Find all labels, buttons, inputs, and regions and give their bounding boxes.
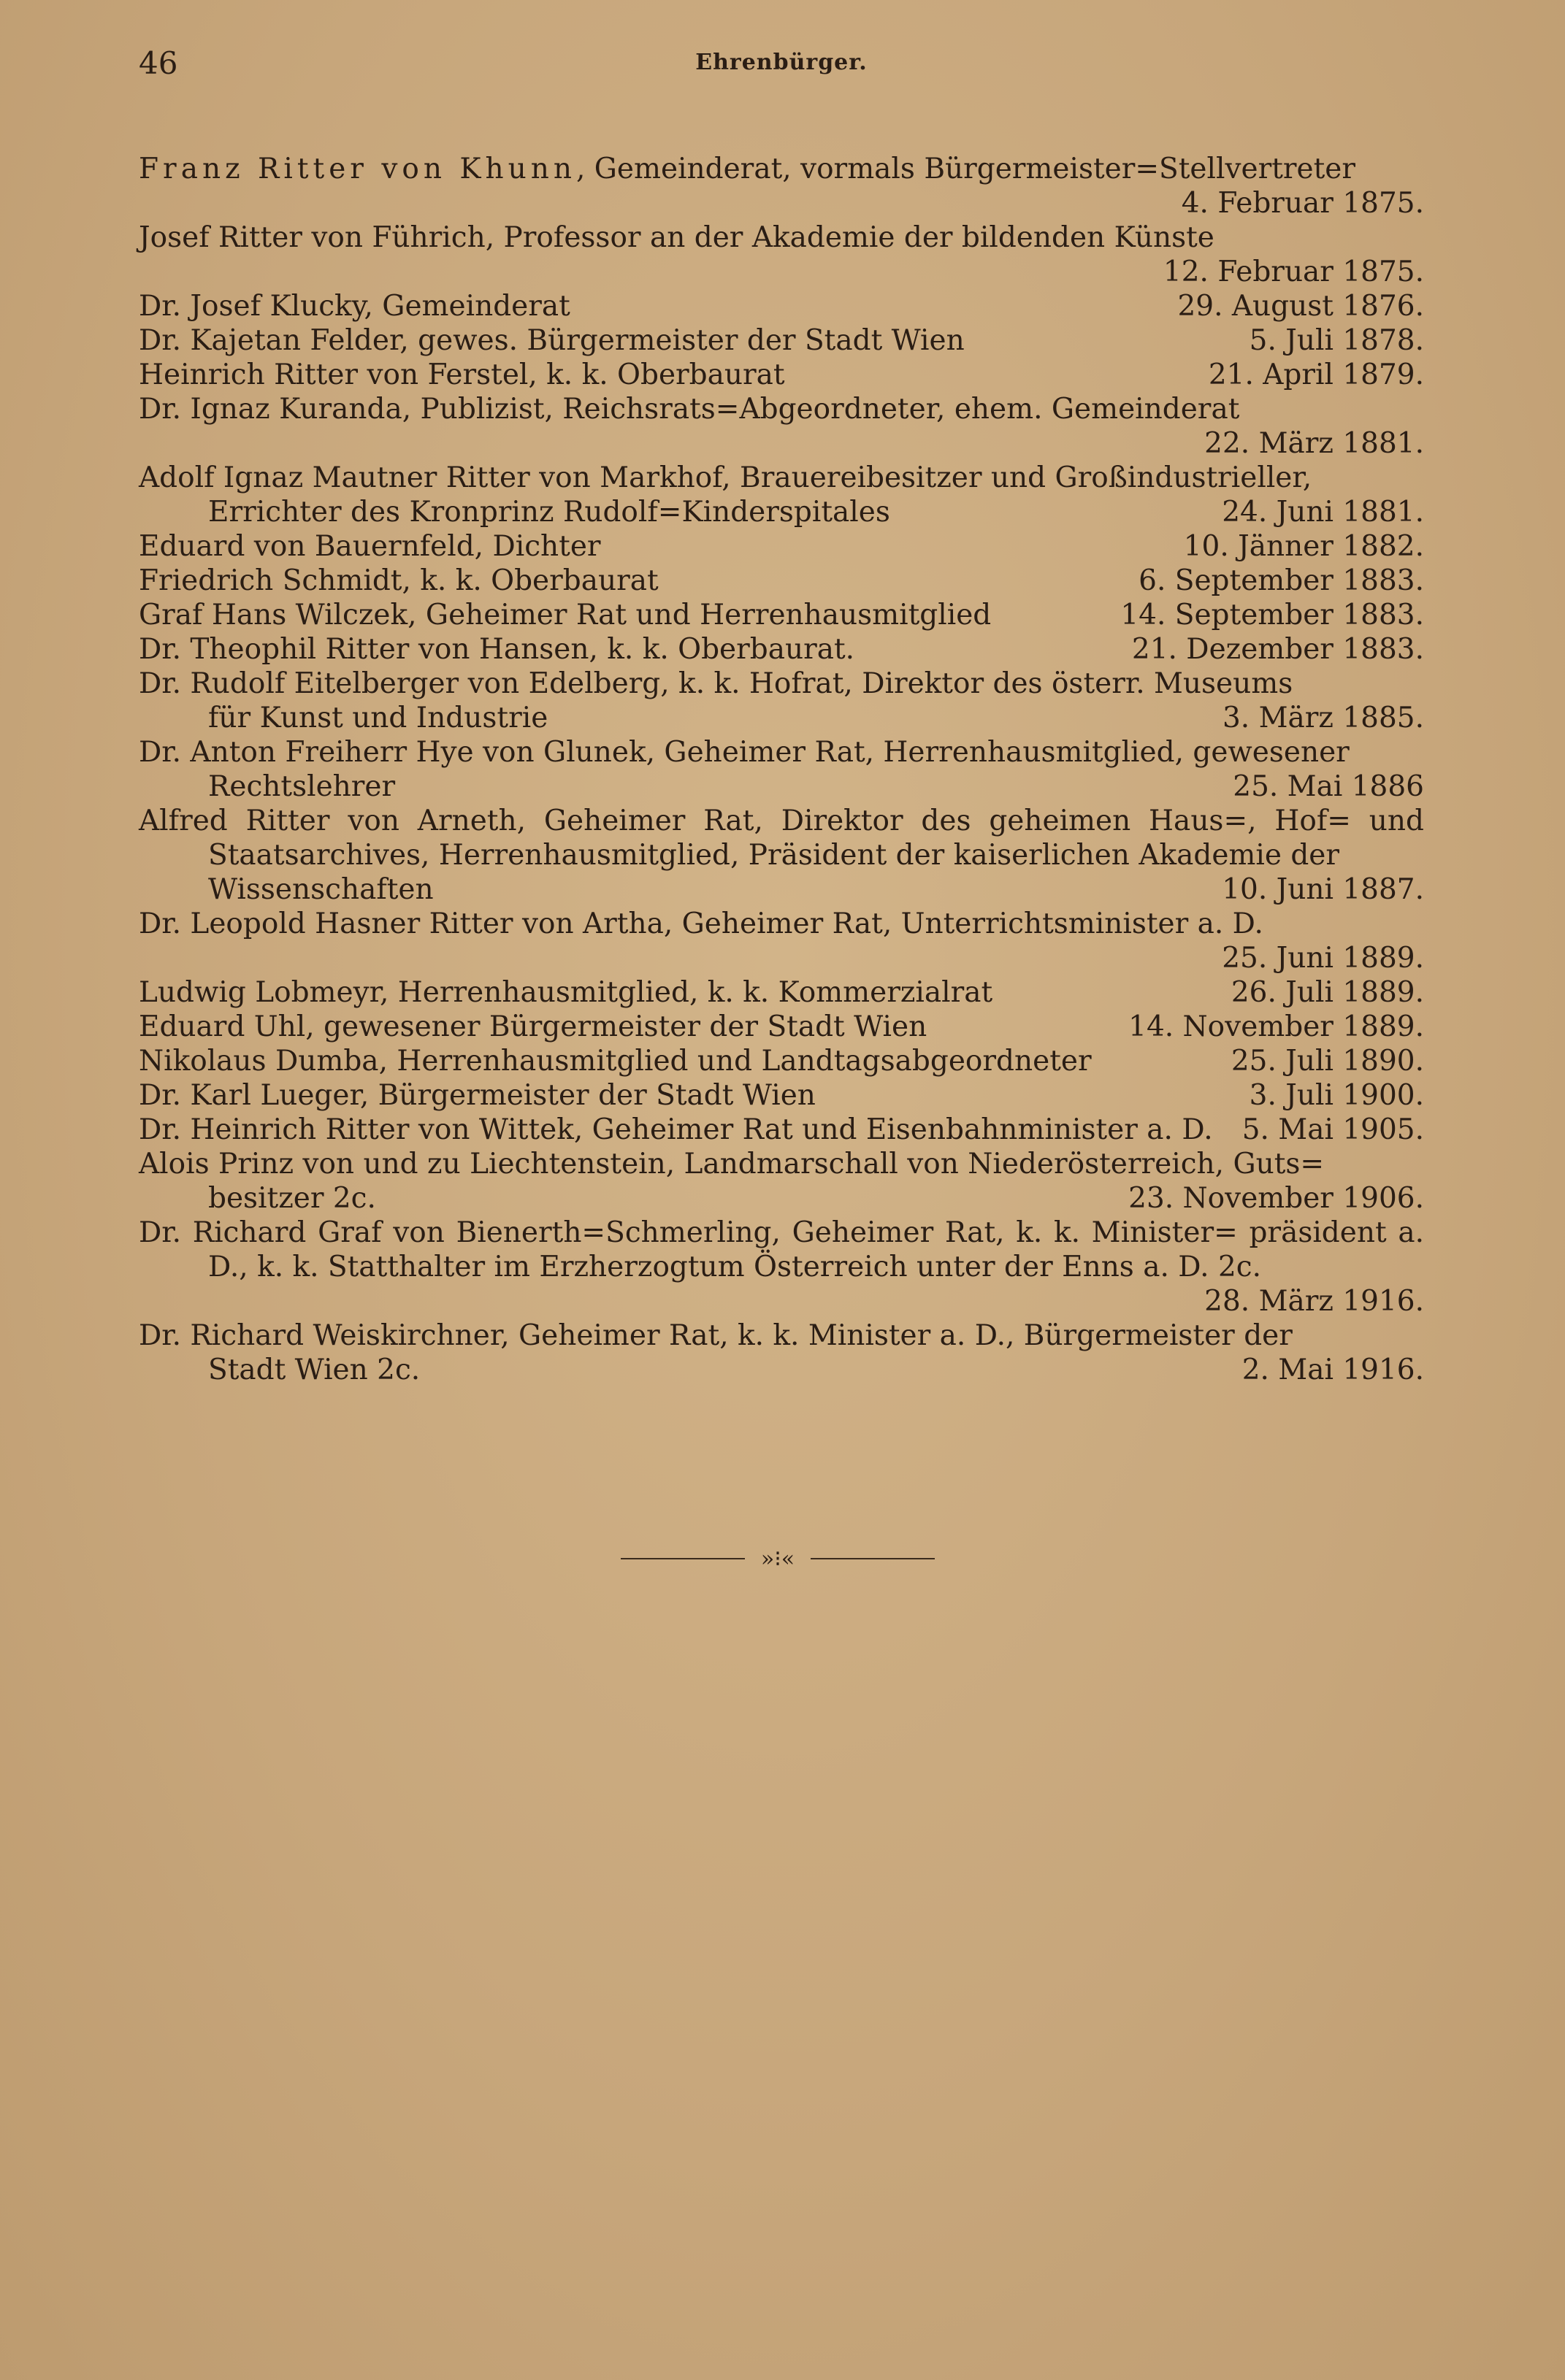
entry-name: Franz Ritter von Khunn [139, 153, 576, 185]
list-item [139, 564, 1424, 598]
list-item [139, 220, 1424, 289]
entry-date: 3. Juli 1900. [1249, 1079, 1424, 1112]
list-item [139, 1078, 1424, 1113]
ornament-glyph: »⁝« [760, 1546, 795, 1572]
entry-description: , k. k. Oberbaurat. [589, 633, 855, 666]
entry-description: , Dichter [474, 530, 601, 563]
entry-date: 5. Mai 1905. [1241, 1113, 1424, 1146]
page-number: 46 [139, 45, 178, 81]
entry-name: Dr. Heinrich Ritter von Wittek [139, 1113, 574, 1146]
entry-date: 3. März 1885. [1222, 702, 1424, 734]
entry-date: 25. Mai 1886 [1233, 770, 1424, 803]
entry-description: , Bürgermeister der Stadt Wien [359, 1079, 816, 1112]
list-item [139, 1010, 1424, 1044]
entry-description: , Landmarschall von Niederösterreich, Guts= [665, 1148, 1325, 1181]
entry-description: , Geheimer Rat, Direktor des geheimen Haus=, Hof= und Staatsarchives, Herrenhausmitglied, Präsident der kaiserlichen Akademie der [208, 805, 1424, 872]
entry-continuation: Wissenschaften [208, 873, 434, 906]
entry-date: 25. Juli 1890. [1231, 1045, 1424, 1078]
list-item [139, 1216, 1424, 1318]
entry-date: 22. März 1881. [1204, 427, 1424, 460]
entry-date: 14. September 1883. [1120, 599, 1424, 632]
entry-description: , Geheimer Rat, k. k. Minister= präsident a. D., k. k. Statthalter im Erzherzogtum Österreich unter der Enns a. D. 2c. [208, 1216, 1424, 1283]
list-item [139, 152, 1424, 220]
list-item [139, 667, 1424, 735]
entry-continuation: Rechtslehrer [208, 770, 396, 803]
list-item [139, 289, 1424, 323]
entry-date: 28. März 1916. [1204, 1285, 1424, 1318]
entry-name: Dr. Leopold Hasner Ritter von Artha [139, 907, 664, 940]
entry-date: 4. Februar 1875. [1181, 187, 1424, 220]
entry-description: , Geheimer Rat, Unterrichtsminister a. D. [663, 907, 1263, 940]
entry-name: Dr. Theophil Ritter von Hansen [139, 633, 589, 666]
list-item [139, 735, 1424, 804]
entry-name: Ludwig Lobmeyr [139, 976, 380, 1009]
entry-description: , Herrenhausmitglied, k. k. Kommerzialrat [380, 976, 993, 1009]
entry-date: 10. Jänner 1882. [1183, 530, 1424, 563]
entry-name: Nikolaus Dumba [139, 1045, 379, 1078]
entry-name: Dr. Karl Lueger [139, 1079, 360, 1112]
list-item [139, 1113, 1424, 1147]
entry-description: , Professor an der Akademie der bildenden Künste [485, 221, 1214, 254]
list-item [139, 358, 1424, 392]
entry-date: 5. Juli 1878. [1249, 324, 1424, 357]
entry-name: Friedrich Schmidt [139, 564, 402, 597]
list-item [139, 1147, 1424, 1216]
entry-date: 24. Juni 1881. [1222, 496, 1424, 529]
entry-continuation: besitzer 2c. [208, 1182, 376, 1215]
entry-name: Adolf Ignaz Mautner Ritter von Markhof [139, 461, 722, 494]
entry-description: , Herrenhausmitglied und Landtagsabgeordneter [378, 1045, 1092, 1078]
entry-description: , Gemeinderat, vormals Bürgermeister=Stellvertreter [575, 153, 1356, 185]
entry-date: 2. Mai 1916. [1241, 1354, 1424, 1386]
entry-name: Dr. Richard Weiskirchner [139, 1319, 501, 1352]
list-item [139, 1318, 1424, 1387]
entry-name: Graf Hans Wilczek [139, 599, 408, 632]
entry-name: Josef Ritter von Führich [139, 221, 486, 254]
list-item [139, 1044, 1424, 1078]
entry-name: Dr. Kajetan Felder [139, 324, 400, 357]
end-ornament [621, 1544, 935, 1573]
entry-description: , k. k. Oberbaurat [528, 358, 785, 391]
entry-name: Eduard von Bauernfeld [139, 530, 475, 563]
entry-continuation: Stadt Wien 2c. [208, 1354, 421, 1386]
list-item [139, 632, 1424, 667]
entry-description: , Geheimer Rat und Herrenhausmitglied [407, 599, 992, 632]
entry-continuation: für Kunst und Industrie [208, 702, 548, 734]
entry-description: , Geheimer Rat, k. k. Minister a. D., Bürgermeister der [500, 1319, 1293, 1352]
page-header [139, 45, 1424, 89]
entry-description: , Geheimer Rat und Eisenbahnminister a. D. [573, 1113, 1213, 1146]
entry-name: Dr. Josef Klucky [139, 290, 364, 323]
entry-date: 21. April 1879. [1208, 358, 1424, 391]
list-item [139, 529, 1424, 564]
entry-date: 25. Juni 1889. [1222, 942, 1424, 975]
entry-name: Dr. Ignaz Kuranda [139, 393, 402, 426]
entry-continuation: Errichter des Kronprinz Rudolf=Kinderspitales [208, 496, 890, 529]
entry-name: Eduard Uhl [139, 1010, 306, 1043]
list-item [139, 392, 1424, 461]
honorary-citizens-list [139, 152, 1424, 1387]
entry-date: 23. November 1906. [1128, 1182, 1424, 1215]
running-title: Ehrenbürger. [695, 50, 868, 75]
entry-date: 12. Februar 1875. [1163, 256, 1424, 288]
entry-name: Alois Prinz von und zu Liechtenstein [139, 1148, 666, 1181]
list-item [139, 804, 1424, 907]
entry-description: , Geheimer Rat, Herrenhausmitglied, gewesener [646, 736, 1350, 769]
entry-name: Dr. Rudolf Eitelberger von Edelberg [139, 667, 661, 700]
entry-date: 10. Juni 1887. [1222, 873, 1424, 906]
entry-date: 6. September 1883. [1139, 564, 1424, 597]
entry-name: Dr. Richard Graf von Bienerth=Schmerling [139, 1216, 772, 1249]
entry-description: , k. k. Hofrat, Direktor des österr. Museums [660, 667, 1293, 700]
list-item [139, 907, 1424, 975]
entry-description: , Publizist, Reichsrats=Abgeordneter, ehem. Gemeinderat [402, 393, 1240, 426]
entry-date: 21. Dezember 1883. [1131, 633, 1424, 666]
entry-description: , k. k. Oberbaurat [402, 564, 659, 597]
entry-date: 29. August 1876. [1177, 290, 1424, 323]
entry-date: 26. Juli 1889. [1231, 976, 1424, 1009]
entry-name: Alfred Ritter von Arneth [139, 805, 517, 837]
list-item [139, 975, 1424, 1010]
entry-description: , gewes. Bürgermeister der Stadt Wien [399, 324, 965, 357]
entry-description: , Brauereibesitzer und Großindustrieller, [722, 461, 1312, 494]
entry-name: Heinrich Ritter von Ferstel [139, 358, 529, 391]
entry-date: 14. November 1889. [1128, 1010, 1424, 1043]
entry-name: Dr. Anton Freiherr Hye von Glunek [139, 736, 646, 769]
list-item [139, 323, 1424, 358]
entry-description: , Gemeinderat [364, 290, 570, 323]
entry-description: , gewesener Bürgermeister der Stadt Wien [305, 1010, 927, 1043]
list-item [139, 598, 1424, 632]
list-item [139, 461, 1424, 529]
